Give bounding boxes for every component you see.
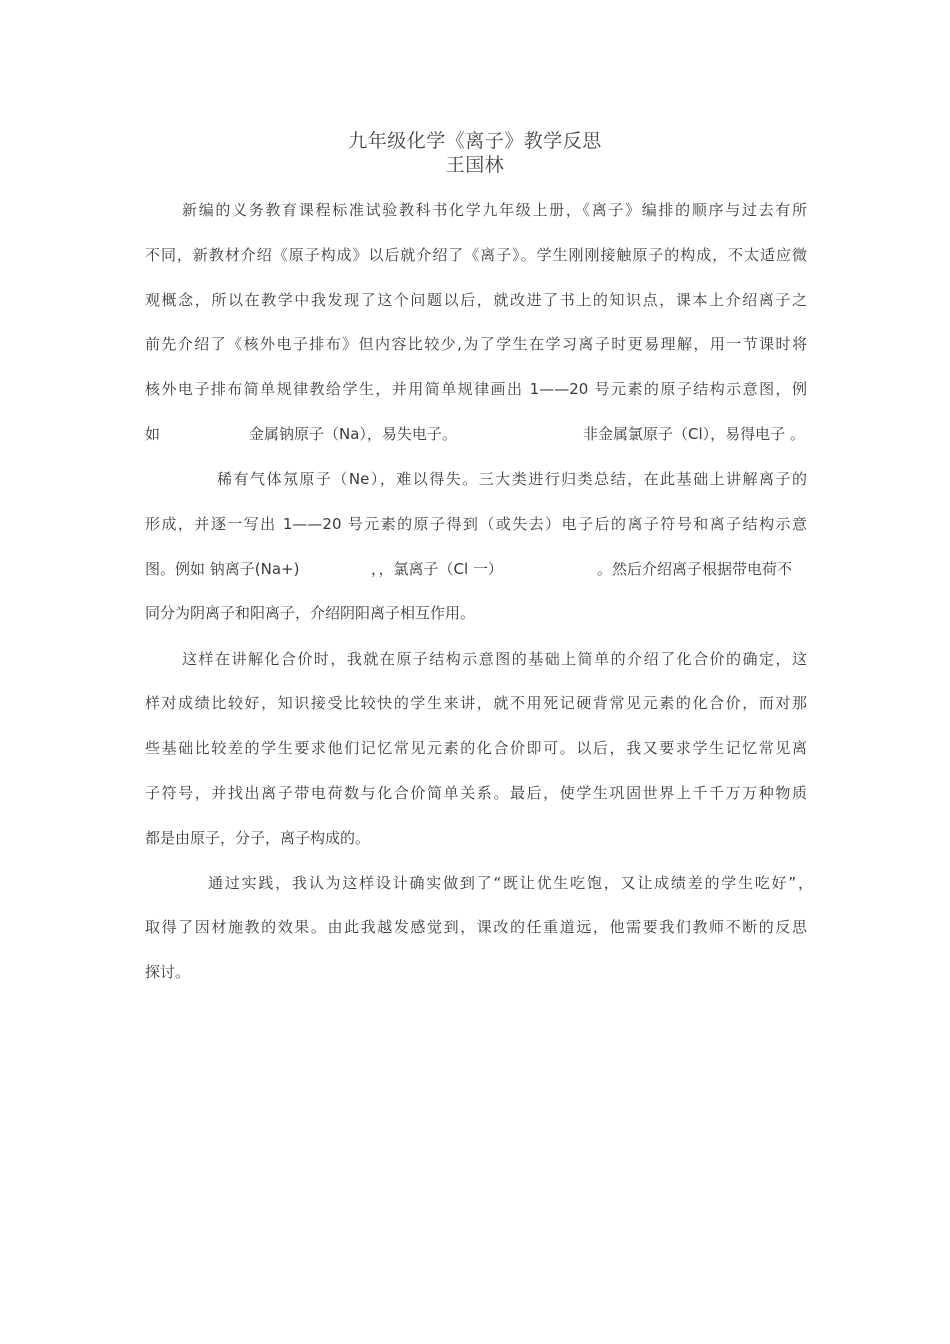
paragraph-line: 稀有气体氖原子（Ne），难以得失。三大类进行归类总结，在此基础上讲解离子的 bbox=[217, 470, 807, 488]
paragraph-line: 都是由原子，分子，离子构成的。 bbox=[145, 829, 371, 847]
paragraph-line: 探讨。 bbox=[145, 963, 191, 981]
paragraph-line: 这样在讲解化合价时，我就在原子结构示意图的基础上简单的介绍了化合价的确定，这 bbox=[182, 650, 807, 668]
paragraph-line: 同分为阴离子和阳离子，介绍阴阳离子相互作用。 bbox=[145, 604, 476, 622]
paragraph-fragment: 。然后介绍离子根据带电荷不 bbox=[597, 560, 793, 578]
paragraph-line: 前先介绍了《核外电子排布》但内容比较少,为了学生在学习离子时更易理解，用一节课时将 bbox=[145, 335, 807, 353]
paragraph-fragment: 非金属氯原子（Cl），易得电子 。 bbox=[583, 425, 805, 443]
paragraph-fragment: 图。例如 钠离子(Na+) bbox=[145, 560, 300, 578]
document-author: 王国林 bbox=[445, 154, 505, 176]
paragraph-line: 形成，并逐一写出 1——20 号元素的原子得到（或失去）电子后的离子符号和离子结构示意 bbox=[145, 515, 807, 533]
paragraph-fragment: 金属钠原子（Na），易失电子。 bbox=[249, 425, 457, 443]
paragraph-fragment: 如 bbox=[145, 425, 161, 443]
paragraph-fragment: ，，氯离子（Cl 一） bbox=[371, 560, 503, 578]
paragraph-line: 新编的义务教育课程标准试验教科书化学九年级上册，《离子》编排的顺序与过去有所 bbox=[182, 201, 807, 219]
paragraph-line: 样对成绩比较好，知识接受比较快的学生来讲，就不用死记硬背常见元素的化合价，而对那 bbox=[145, 694, 807, 712]
paragraph-line: 通过实践，我认为这样设计确实做到了“既让优生吃饱，又让成绩差的学生吃好”， bbox=[208, 874, 813, 892]
paragraph-line: 子符号，并找出离子带电荷数与化合价简单关系。最后，使学生巩固世界上千千万万种物质 bbox=[145, 784, 807, 802]
paragraph-line: 不同，新教材介绍《原子构成》以后就介绍了《离子》。学生刚刚接触原子的构成，不太适应微 bbox=[145, 246, 807, 264]
paragraph-line: 核外电子排布简单规律教给学生，并用简单规律画出 1——20 号元素的原子结构示意图，例 bbox=[145, 380, 807, 398]
paragraph-line: 些基础比较差的学生要求他们记忆常见元素的化合价即可。以后，我又要求学生记忆常见离 bbox=[145, 739, 807, 757]
paragraph-line: 取得了因材施教的效果。由此我越发感觉到，课改的任重道远，他需要我们教师不断的反思 bbox=[145, 918, 807, 936]
paragraph-line: 观概念，所以在教学中我发现了这个问题以后，就改进了书上的知识点，课本上介绍离子之 bbox=[145, 291, 807, 309]
document-title: 九年级化学《离子》教学反思 bbox=[348, 130, 602, 152]
